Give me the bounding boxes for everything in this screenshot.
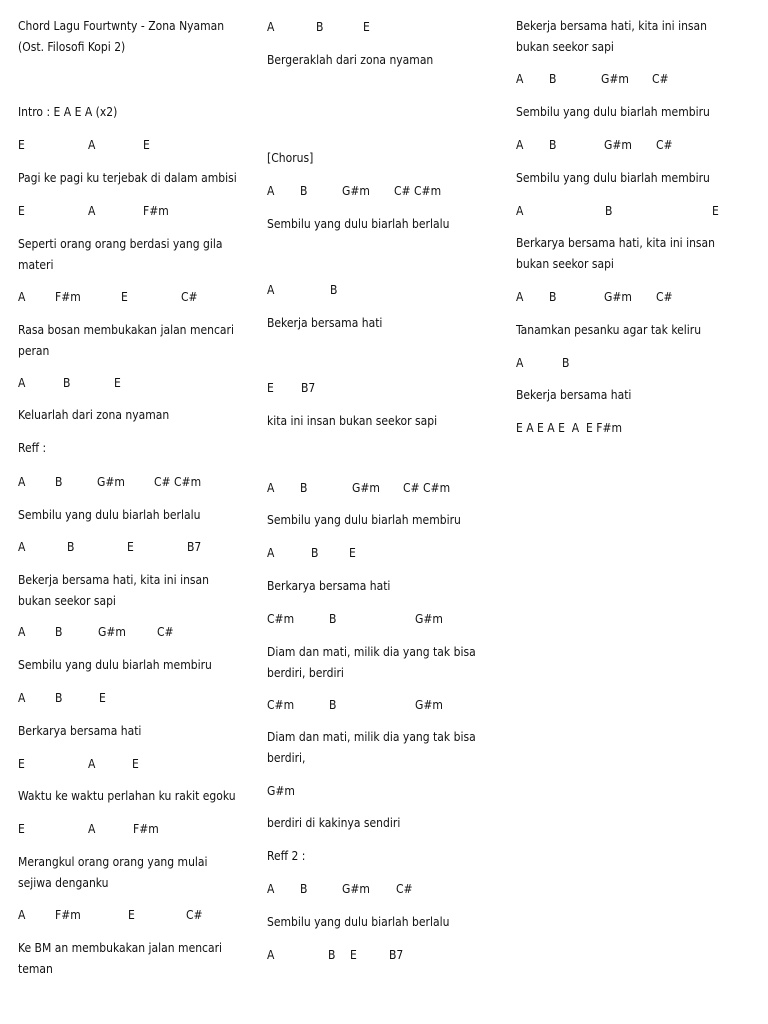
- chord: A: [267, 481, 275, 495]
- chord: E: [114, 376, 121, 390]
- chord-line: [267, 945, 502, 965]
- chord: B: [311, 546, 319, 560]
- chord: B: [329, 698, 337, 712]
- lyric-line: Berkarya bersama hati: [267, 579, 391, 593]
- chord: A: [516, 138, 524, 152]
- chord: G#m: [601, 72, 629, 86]
- chord: E: [18, 138, 25, 152]
- chord: C# C#m: [154, 475, 202, 489]
- chord-line: [516, 287, 756, 307]
- chord-line: [18, 537, 253, 557]
- chord: E: [99, 691, 106, 705]
- chord-line: [267, 280, 502, 300]
- section-label: Reff :: [18, 441, 47, 455]
- chord: E: [349, 546, 356, 560]
- chord: B: [605, 204, 613, 218]
- chord: A: [18, 540, 26, 554]
- chord: A: [267, 948, 275, 962]
- chord-line: [18, 622, 253, 642]
- lyric-line: Bekerja bersama hati: [267, 316, 383, 330]
- chord-line: [267, 478, 502, 498]
- chord: C#: [181, 290, 198, 304]
- chord-line: [267, 695, 502, 715]
- chord-line: [18, 287, 253, 307]
- chord-line: [516, 201, 756, 221]
- chord: B: [55, 691, 63, 705]
- chord: G#m: [97, 475, 125, 489]
- chord: A: [88, 757, 96, 771]
- chord: B: [549, 290, 557, 304]
- chord: A: [267, 546, 275, 560]
- lyric-line: Ke BM an membukakan jalan mencari teman: [18, 941, 223, 976]
- chord: A: [516, 204, 524, 218]
- chord: B: [330, 283, 338, 297]
- chord-line: [267, 879, 502, 899]
- song-title: Chord Lagu Fourtwnty - Zona Nyaman (Ost. Filosofi Kopi 2): [18, 19, 225, 54]
- chord: A: [267, 882, 275, 896]
- chord: A: [88, 822, 96, 836]
- chord: A: [18, 475, 26, 489]
- chord: G#m: [415, 698, 443, 712]
- chord: B: [562, 356, 570, 370]
- chord: A: [516, 290, 524, 304]
- chord: B7: [187, 540, 202, 554]
- chord: G#m: [267, 784, 295, 798]
- lyric-line: Bekerja bersama hati, kita ini insan bukan seekor sapi: [18, 573, 210, 608]
- chord: B: [55, 625, 63, 639]
- chord-line: [516, 69, 756, 89]
- chord: E: [350, 948, 357, 962]
- chord-line: [516, 353, 756, 373]
- chord: E: [132, 757, 139, 771]
- lyric-line: Sembilu yang dulu biarlah berlalu: [267, 915, 450, 929]
- chord: A: [18, 691, 26, 705]
- chord: G#m: [342, 184, 370, 198]
- outro-chords: E A E A E A E F#m: [516, 421, 623, 435]
- chord-line: [18, 819, 253, 839]
- chord: A: [18, 625, 26, 639]
- chord: G#m: [415, 612, 443, 626]
- chord: E: [18, 822, 25, 836]
- lyric-line: Sembilu yang dulu biarlah berlalu: [18, 508, 201, 522]
- chord: C#: [656, 290, 673, 304]
- chord: B: [300, 184, 308, 198]
- lyric-line: Rasa bosan membukakan jalan mencari peran: [18, 323, 234, 358]
- chord: G#m: [604, 290, 632, 304]
- section-label: [Chorus]: [267, 151, 314, 165]
- chord: C#: [396, 882, 413, 896]
- chord: E: [127, 540, 134, 554]
- chord-line: [267, 781, 502, 801]
- chord: F#m: [143, 204, 169, 218]
- chord: B: [549, 138, 557, 152]
- lyric-line: Sembilu yang dulu biarlah membiru: [18, 658, 212, 672]
- chord: A: [88, 138, 96, 152]
- chord: B: [67, 540, 75, 554]
- chord-line: [516, 135, 756, 155]
- chord: F#m: [55, 290, 81, 304]
- chord: E: [267, 381, 274, 395]
- chord: A: [88, 204, 96, 218]
- chord: E: [121, 290, 128, 304]
- chord-line: [18, 472, 253, 492]
- chord: E: [128, 908, 135, 922]
- lyric-line: berdiri di kakinya sendiri: [267, 816, 401, 830]
- chord: B7: [301, 381, 316, 395]
- lyric-line: kita ini insan bukan seekor sapi: [267, 414, 438, 428]
- lyric-line: Waktu ke waktu perlahan ku rakit egoku: [18, 789, 236, 803]
- chord: E: [18, 204, 25, 218]
- chord: B: [63, 376, 71, 390]
- chord: G#m: [98, 625, 126, 639]
- chord: E: [363, 20, 370, 34]
- chord: E: [143, 138, 150, 152]
- chord: A: [18, 376, 26, 390]
- chord: C# C#m: [403, 481, 451, 495]
- lyric-line: Tanamkan pesanku agar tak keliru: [516, 323, 702, 337]
- chord: A: [267, 20, 275, 34]
- chord: G#m: [352, 481, 380, 495]
- chord-line: [267, 181, 502, 201]
- lyric-line: Berkarya bersama hati: [18, 724, 142, 738]
- chord: E: [712, 204, 719, 218]
- lyric-line: Bekerja bersama hati, kita ini insan bukan seekor sapi: [516, 19, 708, 54]
- lyric-line: Keluarlah dari zona nyaman: [18, 408, 170, 422]
- chord-line: [18, 373, 253, 393]
- chord-line: [18, 688, 253, 708]
- chord: A: [516, 356, 524, 370]
- lyric-line: Sembilu yang dulu biarlah membiru: [267, 513, 461, 527]
- chord-line: [18, 201, 253, 221]
- chord: C#m: [267, 612, 295, 626]
- chord: G#m: [342, 882, 370, 896]
- lyric-line: Diam dan mati, milik dia yang tak bisa berdiri, berdiri: [267, 645, 476, 680]
- chord-line: [267, 543, 502, 563]
- lyric-line: Bekerja bersama hati: [516, 388, 632, 402]
- lyric-line: Bergeraklah dari zona nyaman: [267, 53, 434, 67]
- chord-line: [18, 905, 253, 925]
- chord: B: [328, 948, 336, 962]
- chord-line: [267, 378, 502, 398]
- chord: A: [267, 283, 275, 297]
- chord: C#: [157, 625, 174, 639]
- chord: C#: [652, 72, 669, 86]
- lyric-line: Berkarya bersama hati, kita ini insan bukan seekor sapi: [516, 236, 716, 271]
- chord: B: [329, 612, 337, 626]
- chord: F#m: [133, 822, 159, 836]
- lyric-line: Sembilu yang dulu biarlah membiru: [516, 171, 710, 185]
- chord: G#m: [604, 138, 632, 152]
- chord: E: [18, 757, 25, 771]
- lyric-line: Pagi ke pagi ku terjebak di dalam ambisi: [18, 171, 237, 185]
- chord: B: [300, 882, 308, 896]
- lyric-line: Seperti orang orang berdasi yang gila materi: [18, 237, 223, 272]
- section-label: Reff 2 :: [267, 849, 306, 863]
- chord: A: [18, 908, 26, 922]
- chord-line: [18, 135, 253, 155]
- chord: A: [18, 290, 26, 304]
- chord: B: [316, 20, 324, 34]
- chord-line: [267, 609, 502, 629]
- chord: C# C#m: [394, 184, 442, 198]
- chord: C#: [656, 138, 673, 152]
- chord: B7: [389, 948, 404, 962]
- chord: F#m: [55, 908, 81, 922]
- lyric-line: Merangkul orang orang yang mulai sejiwa denganku: [18, 855, 208, 890]
- chord-line: [18, 754, 253, 774]
- chord: B: [55, 475, 63, 489]
- lyric-line: Sembilu yang dulu biarlah berlalu: [267, 217, 450, 231]
- lyric-line: Sembilu yang dulu biarlah membiru: [516, 105, 710, 119]
- chord: B: [549, 72, 557, 86]
- chord: A: [516, 72, 524, 86]
- chord: B: [300, 481, 308, 495]
- chord: C#m: [267, 698, 295, 712]
- lyric-line: Diam dan mati, milik dia yang tak bisa berdiri,: [267, 730, 476, 765]
- chord: C#: [186, 908, 203, 922]
- chord-line: [267, 17, 502, 37]
- intro-line: Intro : E A E A (x2): [18, 105, 118, 119]
- chord: A: [267, 184, 275, 198]
